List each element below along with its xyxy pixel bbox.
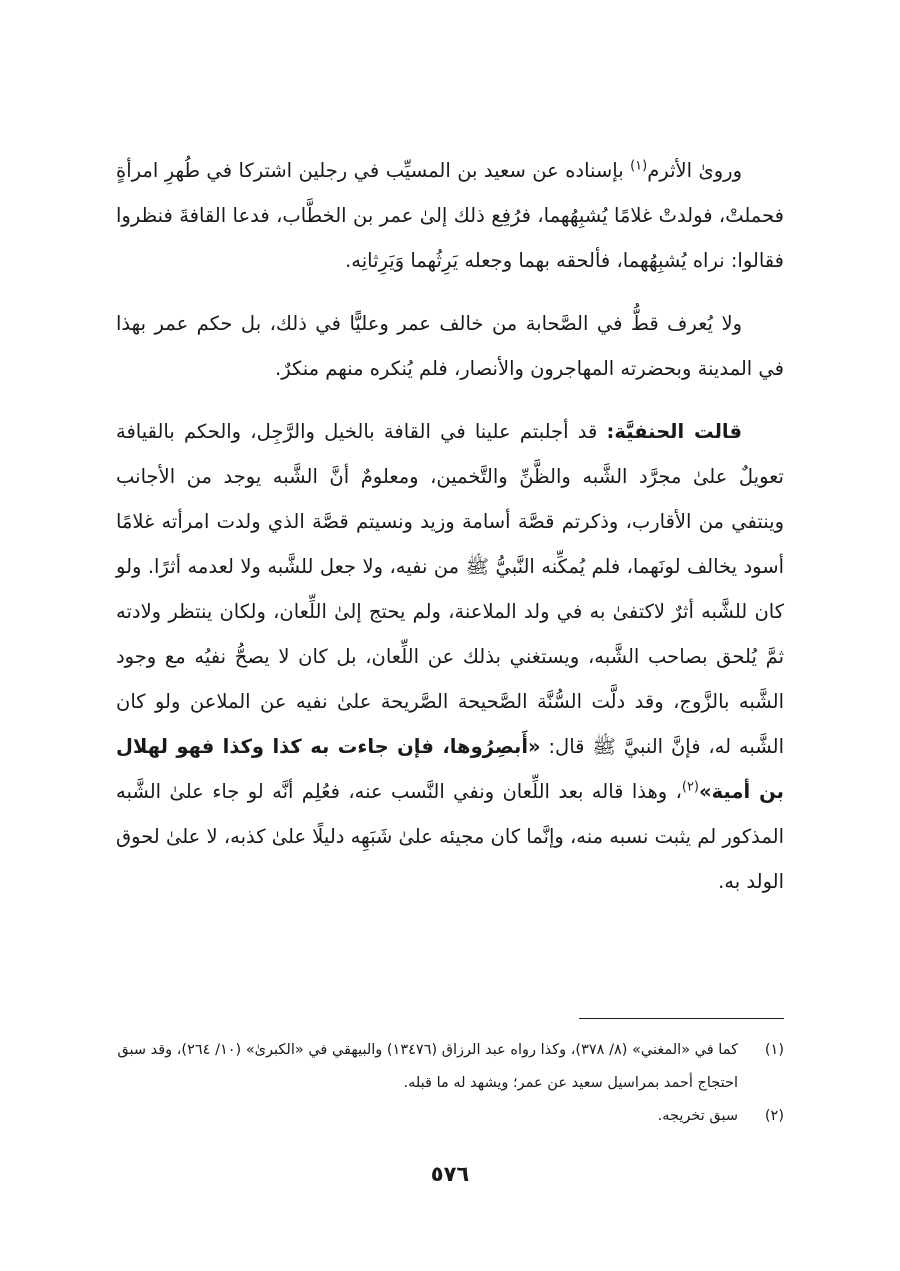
paragraph-3 (116, 409, 784, 904)
paragraph-1-text-b: بإسناده عن سعيد بن المسيِّب في رجلين اشتركا في طُهرِ امرأةٍ فحملتْ، فولدتْ غلامًا يُشبِهُهما، فرُفِع ذلك إلىٰ عمر بن الخطَّاب، فدعا القافةَ فنظروا فقالوا: نراه يُشبِهُهما، فألحقه بهما وجعله يَرِثُهما وَيَرِثانِه. (116, 159, 784, 272)
footnote-2 (116, 1100, 784, 1133)
paragraph-3-text-a: قد أجلبتم علينا في القافة بالخيل والرَّجِل، والحكم بالقيافة تعويلٌ علىٰ مجرَّد الشَّبه والظَّنِّ والتَّخمين، ومعلومٌ أنَّ الشَّبه يوجد من الأجانب وينتفي من الأقارب، وذكرتم قصَّة أسامة وزيد ونسيتم قصَّة الذي ولدت امرأته غلامًا أسود يخالف لونَهما، فلم يُمكِّنه النَّبيُّ ﷺ من نفيه، ولا جعل للشَّبه ولا لعدمه أثرًا. ولو كان للشَّبه أثرٌ لاكتفىٰ به في ولد الملاعنة، ولم يحتج إلىٰ اللِّعان، ولكان ينتظر ولادته ثمَّ يُلحق بصاحب الشَّبه، ويستغني بذلك عن اللِّعان، بل كان لا يصحُّ نفيُه مع وجود الشَّبه بالزَّوج، وقد دلَّت السُّنَّة الصَّحيحة الصَّريحة علىٰ نفيه عن الملاعن ولو كان الشَّبه له، فإنَّ النبيَّ ﷺ قال: (116, 420, 784, 758)
footnotes (116, 1034, 784, 1133)
footnote-1-number: (١) (764, 1042, 784, 1058)
footnote-2-number: (٢) (764, 1108, 784, 1124)
paragraph-2 (116, 301, 784, 391)
main-text (116, 148, 784, 904)
footnote-ref-1[interactable]: (١) (630, 158, 648, 174)
paragraph-3-lead: قالت الحنفيَّة: (606, 420, 743, 443)
footnote-1 (116, 1034, 784, 1100)
paragraph-1-text-a: وروىٰ الأثرم (647, 159, 743, 182)
footnote-1-text: كما في «المغني» (٨/ ٣٧٨)، وكذا رواه عبد الرزاق (١٣٤٧٦) والبيهقي في «الكبرىٰ» (١٠/ ٢٦٤)، وقد سبق احتجاج أحمد بمراسيل سعيد عن عمر؛ ويشهد له ما قبله. (117, 1042, 738, 1091)
paragraph-1 (116, 148, 784, 283)
paragraph-2-text: ولا يُعرف قطُّ في الصَّحابة من خالف عمر وعليًّا في ذلك، بل حكم عمر بهذا في المدينة وبحضرته المهاجرون والأنصار، فلم يُنكره منهم منكرٌ. (116, 312, 784, 380)
page-number: ٥٧٦ (430, 1162, 470, 1186)
paragraph-3-text-b: ، وهذا قاله بعد اللِّعان ونفي النَّسب عنه، فعُلِم أنَّه لو جاء علىٰ الشَّبه المذكور لم يثبت نسبه منه، وإنَّما كان مجيئه علىٰ شَبَهِه دليلًا علىٰ كذبه، لا علىٰ لحوق الولد به. (116, 780, 784, 893)
footnote-2-text: سبق تخريجه. (657, 1108, 738, 1124)
hadith-quote: «أَبصِرُوها، فإن جاءت به كذا وكذا فهو لهلال بن أمية» (116, 735, 784, 803)
footnote-ref-2[interactable]: (٢) (681, 779, 699, 795)
footnote-separator (579, 1018, 784, 1019)
